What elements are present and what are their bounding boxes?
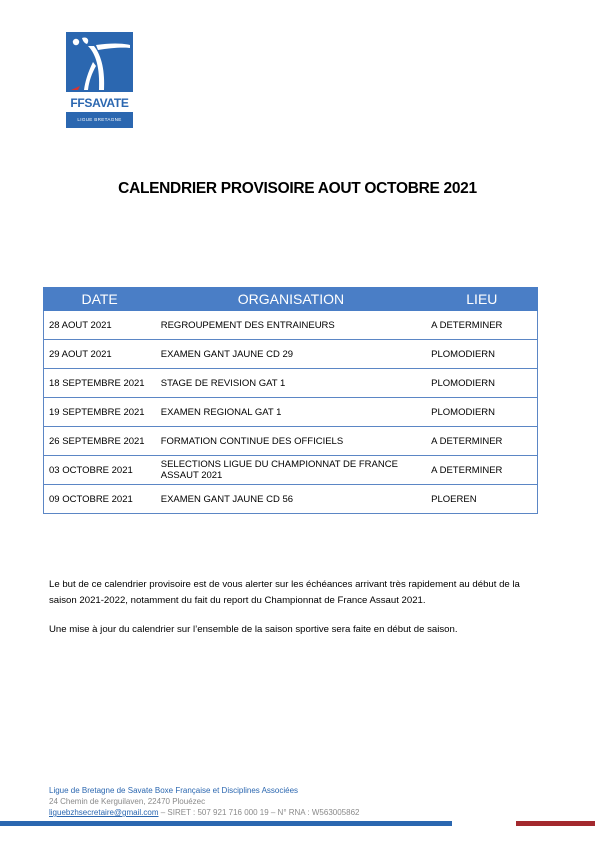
footer-ids: – SIRET : 507 921 716 000 19 – N° RNA : W563005862 — [158, 808, 360, 817]
cell-lieu: PLOMODIERN — [426, 340, 537, 369]
table-row — [44, 369, 538, 398]
table-row — [44, 485, 538, 514]
cell-lieu: A DETERMINER — [426, 456, 537, 485]
footer — [49, 785, 359, 818]
footer-address: 24 Chemin de Kerguilaven, 22470 Plouézec — [49, 797, 206, 806]
cell-date: 19 SEPTEMBRE 2021 — [44, 398, 156, 427]
cell-date: 09 OCTOBRE 2021 — [44, 485, 156, 514]
footer-organisation: Ligue de Bretagne de Savate Boxe Française et Disciplines Associées — [49, 786, 299, 795]
cell-organisation: SELECTIONS LIGUE DU CHAMPIONNAT DE FRANCE ASSAUT 2021 — [156, 456, 426, 485]
footer-bar-red — [516, 821, 595, 826]
footer-contact — [49, 807, 359, 818]
logo-brand-text: FFSAVATE — [70, 96, 129, 110]
page-title: CALENDRIER PROVISOIRE AOUT OCTOBRE 2021 — [118, 180, 477, 197]
cell-date: 28 AOUT 2021 — [44, 311, 156, 340]
table-row — [44, 456, 538, 485]
cell-organisation: EXAMEN GANT JAUNE CD 29 — [156, 340, 426, 369]
table-row — [44, 340, 538, 369]
cell-lieu: PLOEREN — [426, 485, 537, 514]
column-header-organisation: ORGANISATION — [156, 288, 426, 311]
table-row — [44, 427, 538, 456]
kick-figure-icon — [66, 32, 133, 92]
column-header-date: DATE — [44, 288, 156, 311]
intro-paragraph: Le but de ce calendrier provisoire est de vous alerter sur les échéances arrivant très rapidement au début de la saison 2021-2022, notamment du fait du report du Championnat de France Assaut 2021. — [49, 579, 520, 606]
cell-date: 18 SEPTEMBRE 2021 — [44, 369, 156, 398]
column-header-lieu: LIEU — [426, 288, 537, 311]
cell-organisation: FORMATION CONTINUE DES OFFICIELS — [156, 427, 426, 456]
cell-lieu: A DETERMINER — [426, 311, 537, 340]
logo-subtitle: LIGUE BRETAGNE — [66, 112, 133, 128]
cell-date: 03 OCTOBRE 2021 — [44, 456, 156, 485]
calendar-table — [43, 287, 538, 514]
cell-organisation: STAGE DE REVISION GAT 1 — [156, 369, 426, 398]
table-row — [44, 311, 538, 340]
cell-date: 29 AOUT 2021 — [44, 340, 156, 369]
cell-lieu: PLOMODIERN — [426, 369, 537, 398]
footer-bar-blue — [0, 821, 452, 826]
cell-lieu: A DETERMINER — [426, 427, 537, 456]
update-paragraph: Une mise à jour du calendrier sur l’ensemble de la saison sportive sera faite en début de saison. — [49, 624, 458, 635]
table-header-row — [44, 288, 538, 311]
cell-organisation: EXAMEN GANT JAUNE CD 56 — [156, 485, 426, 514]
ffsavate-logo — [66, 32, 133, 128]
cell-organisation: EXAMEN REGIONAL GAT 1 — [156, 398, 426, 427]
cell-organisation: REGROUPEMENT DES ENTRAINEURS — [156, 311, 426, 340]
cell-lieu: PLOMODIERN — [426, 398, 537, 427]
footer-email-link[interactable]: liguebzhsecretaire@gmail.com — [49, 808, 159, 817]
table-row — [44, 398, 538, 427]
cell-date: 26 SEPTEMBRE 2021 — [44, 427, 156, 456]
